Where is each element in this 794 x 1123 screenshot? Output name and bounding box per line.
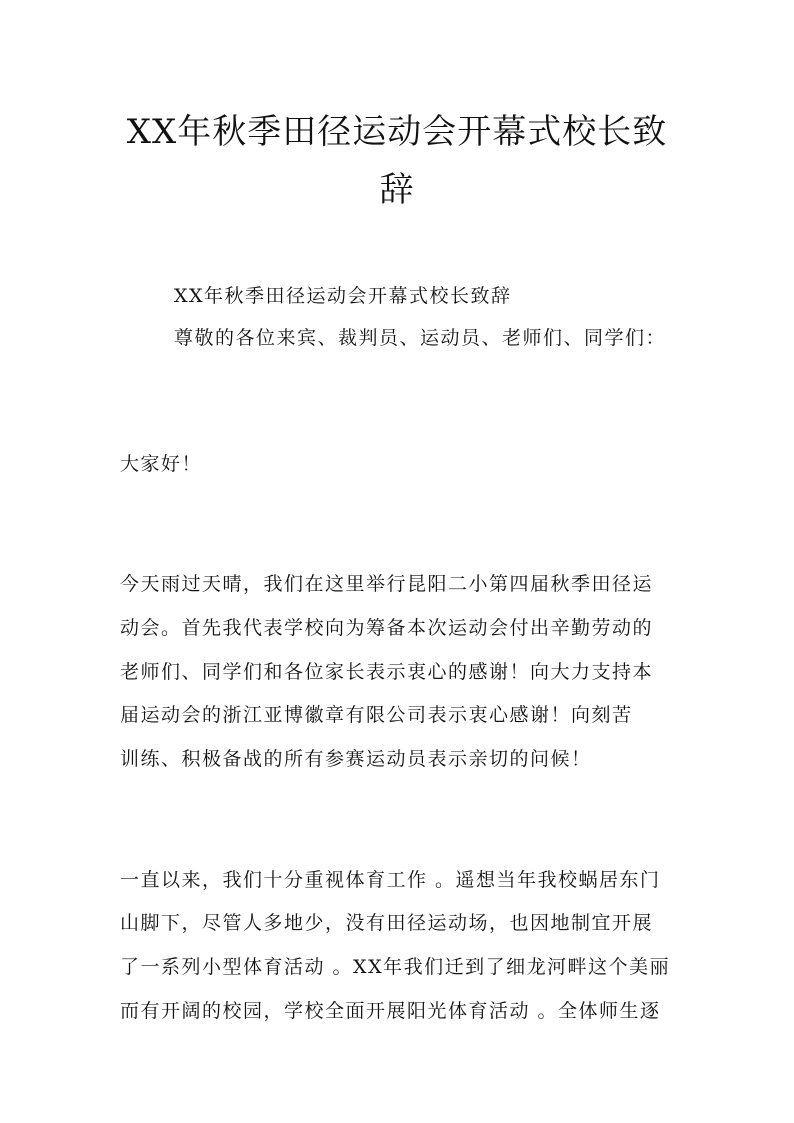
salutation: 尊敬的各位来宾、裁判员、运动员、老师们、同学们： <box>174 327 667 349</box>
paragraph-1-line-4: 届运动会的浙江亚博徽章有限公司表示衷心感谢！向刻苦 <box>120 704 633 726</box>
paragraph-1-line-3: 老师们、同学们和各位家长表示衷心的感谢！向大力支持本 <box>120 661 654 683</box>
greeting: 大家好！ <box>120 453 203 475</box>
paragraph-1-line-5: 训练、积极备战的所有参赛运动员表示亲切的问候！ <box>120 748 592 770</box>
document-title-line-2: 辞 <box>379 170 415 210</box>
paragraph-2-line-3: 了一系列小型体育活动 。XX年我们迁到了细龙河畔这个美丽 <box>120 956 671 978</box>
paragraph-2-line-2: 山脚下，尽管人多地少，没有田径运动场，也因地制宜开展 <box>120 912 654 934</box>
document-subtitle: XX年秋季田径运动会开幕式校长致辞 <box>174 285 512 307</box>
paragraph-1-line-1: 今天雨过天晴，我们在这里举行昆阳二小第四届秋季田径运 <box>120 573 654 595</box>
paragraph-2-line-1: 一直以来，我们十分重视体育工作 。遥想当年我校蜗居东门 <box>120 869 661 891</box>
document-title-line-1: XX年秋季田径运动会开幕式校长致 <box>126 112 668 152</box>
paragraph-1-line-2: 动会。首先我代表学校向为筹备本次运动会付出辛勤劳动的 <box>120 617 654 639</box>
paragraph-2-line-4: 而有开阔的校园，学校全面开展阳光体育活动 。全体师生逐 <box>120 1000 661 1022</box>
